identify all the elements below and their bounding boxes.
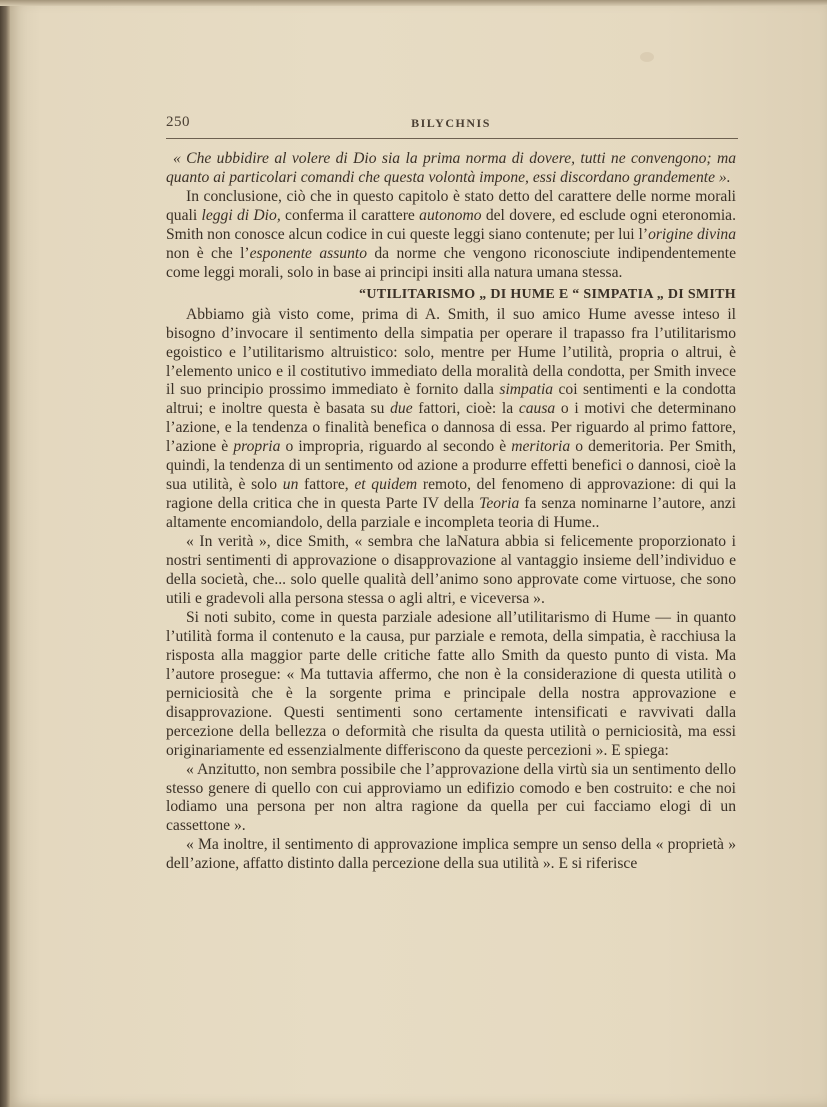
- page-binding-edge: [0, 0, 10, 1107]
- running-head: BILYCHNIS: [411, 116, 491, 130]
- italic-run: Teoria: [479, 495, 520, 513]
- text-run: o impropria, riguardo al secondo è: [280, 438, 512, 456]
- page-number: 250: [166, 114, 190, 130]
- virtue-quote-paragraph: « Anzitutto, non sembra possibile che l’approvazione della virtù sia un sentimento dello stesso genere di quello con cui approviamo un edifizio comodo e ben costruito: e che noi lodiamo una persona per non altra ragione da quella per cui facciamo elogi di un cassettone ».: [166, 760, 736, 835]
- body-text: [166, 150, 736, 874]
- italic-quote: « Che ubbidire al volere di Dio sia la prima norma di dovere, tutti ne convengono; ma quanto ai particolari comandi che questa volontà impone, essi discordano grandemente ».: [166, 150, 736, 186]
- header-rule: [166, 138, 738, 139]
- italic-run: autonomo: [419, 206, 482, 224]
- hume-smith-paragraph: [166, 306, 736, 533]
- italic-run: propria: [233, 438, 281, 456]
- italic-run: meritoria: [511, 438, 571, 456]
- text-run: conferma il carattere: [280, 206, 420, 224]
- italic-run: esponente assunto: [249, 244, 367, 262]
- text-run: del dovere, ed esclude ogni eteronomia. Smith non conosce alcun codice in cui queste leggi siano contenute; per lui l’: [166, 206, 736, 243]
- conclusion-paragraph: [166, 188, 736, 283]
- italic-run: origine divina: [648, 225, 736, 243]
- italic-run: et quidem: [354, 476, 418, 494]
- italic-run: un: [282, 476, 299, 494]
- text-run: remoto, del fenomeno di approvazione: di qui la ragione della critica che in questa Parte IV della: [166, 476, 736, 513]
- text-run: o demeritoria. Per Smith, quindi, la tendenza di un sentimento od azione a produrre effetti benefici o dannosi, cioè la sua utilità, è solo: [166, 438, 737, 494]
- text-run: In conclusione, ciò che in questo capitolo è stato detto del carattere delle norme morali quali: [166, 187, 736, 224]
- propriety-paragraph: « Ma inoltre, il sentimento di approvazione implica sempre un senso della « proprietà » dell’azione, affatto distinto dalla percezione della sua utilità ». E si riferisce: [166, 836, 736, 873]
- paper-stain: [640, 52, 654, 62]
- page-header: [166, 114, 736, 136]
- italic-run: simpatia: [499, 381, 554, 399]
- smith-quote-paragraph: « In verità », dice Smith, « sembra che laNatura abbia si felicemente proporzionato i nostri sentimenti di approvazione o disapprovazione al vantaggio insieme dell’individuo e della società, che... solo quelle qualità dell’animo sono approvate come virtuose, che sono utili e gradevoli alla persona stessa o agli altri, e viceversa ».: [166, 533, 736, 607]
- quote-paragraph: [166, 150, 736, 188]
- text-run: fattore,: [298, 476, 355, 494]
- text-run: coi sentimenti e la condotta altrui; e inoltre questa è basata su: [166, 381, 736, 418]
- text-run: non è che l’: [166, 244, 250, 262]
- utilitarianism-paragraph: Si noti subito, come in questa parziale adesione all’utilitarismo di Hume — in quanto l’utilità forma il contenuto e la causa, pur parziale e remota, della simpatia, è racchiusa la risposta alla maggior parte delle critiche fatte allo Smith da questo punto di vista. Ma l’autore prosegue: « Ma tuttavia affermo, che non è la considerazione di questa utilità o perniciosità che è la sorgente prima e principale della nostra approvazione e disapprovazione. Questi sentimenti sono certamente intensificati e ravvivati dalla percezione della bellezza o deformità che risulta da questa utilità o perniciosità, ma essi originariamente ed essenzialmente differiscono da queste percezioni ». E spiega:: [166, 608, 736, 759]
- text-run: fattori, cioè: la: [412, 400, 519, 418]
- text-run: da norme che vengono riconosciute indipendentemente come leggi morali, solo in base ai principi insiti alla natura umana stessa.: [166, 244, 736, 281]
- italic-run: leggi di Dio,: [201, 206, 281, 224]
- text-run: fa senza nominarne l’autore, anzi altamente encomiandolo, della parziale e incompleta teoria di Hume..: [166, 495, 736, 532]
- italic-run: causa: [518, 400, 556, 418]
- text-run: o i motivi che determinano l’azione, e la tendenza o finalità benefica o dannosa di essa. Per riguardo al primo fattore, l’azione è: [166, 400, 736, 456]
- section-title: “UTILITARISMO „ DI HUME E “ SIMPATIA „ DI SMITH: [359, 286, 736, 302]
- italic-run: due: [390, 400, 413, 418]
- text-run: Abbiamo già visto come, prima di A. Smith, il suo amico Hume avesse inteso il bisogno d’invocare il sentimento della simpatia per operare il trapasso fra l’utilitarismo egoistico e l’utilitarismo altruistico: solo, mentre per Hume l’utilità, propria o altrui, è l’elemento unico e il costitutivo immediato della moralità della condotta, per Smith invece il suo principio prossimo immediato è fornito dalla: [166, 305, 736, 399]
- page-top-edge: [0, 0, 827, 6]
